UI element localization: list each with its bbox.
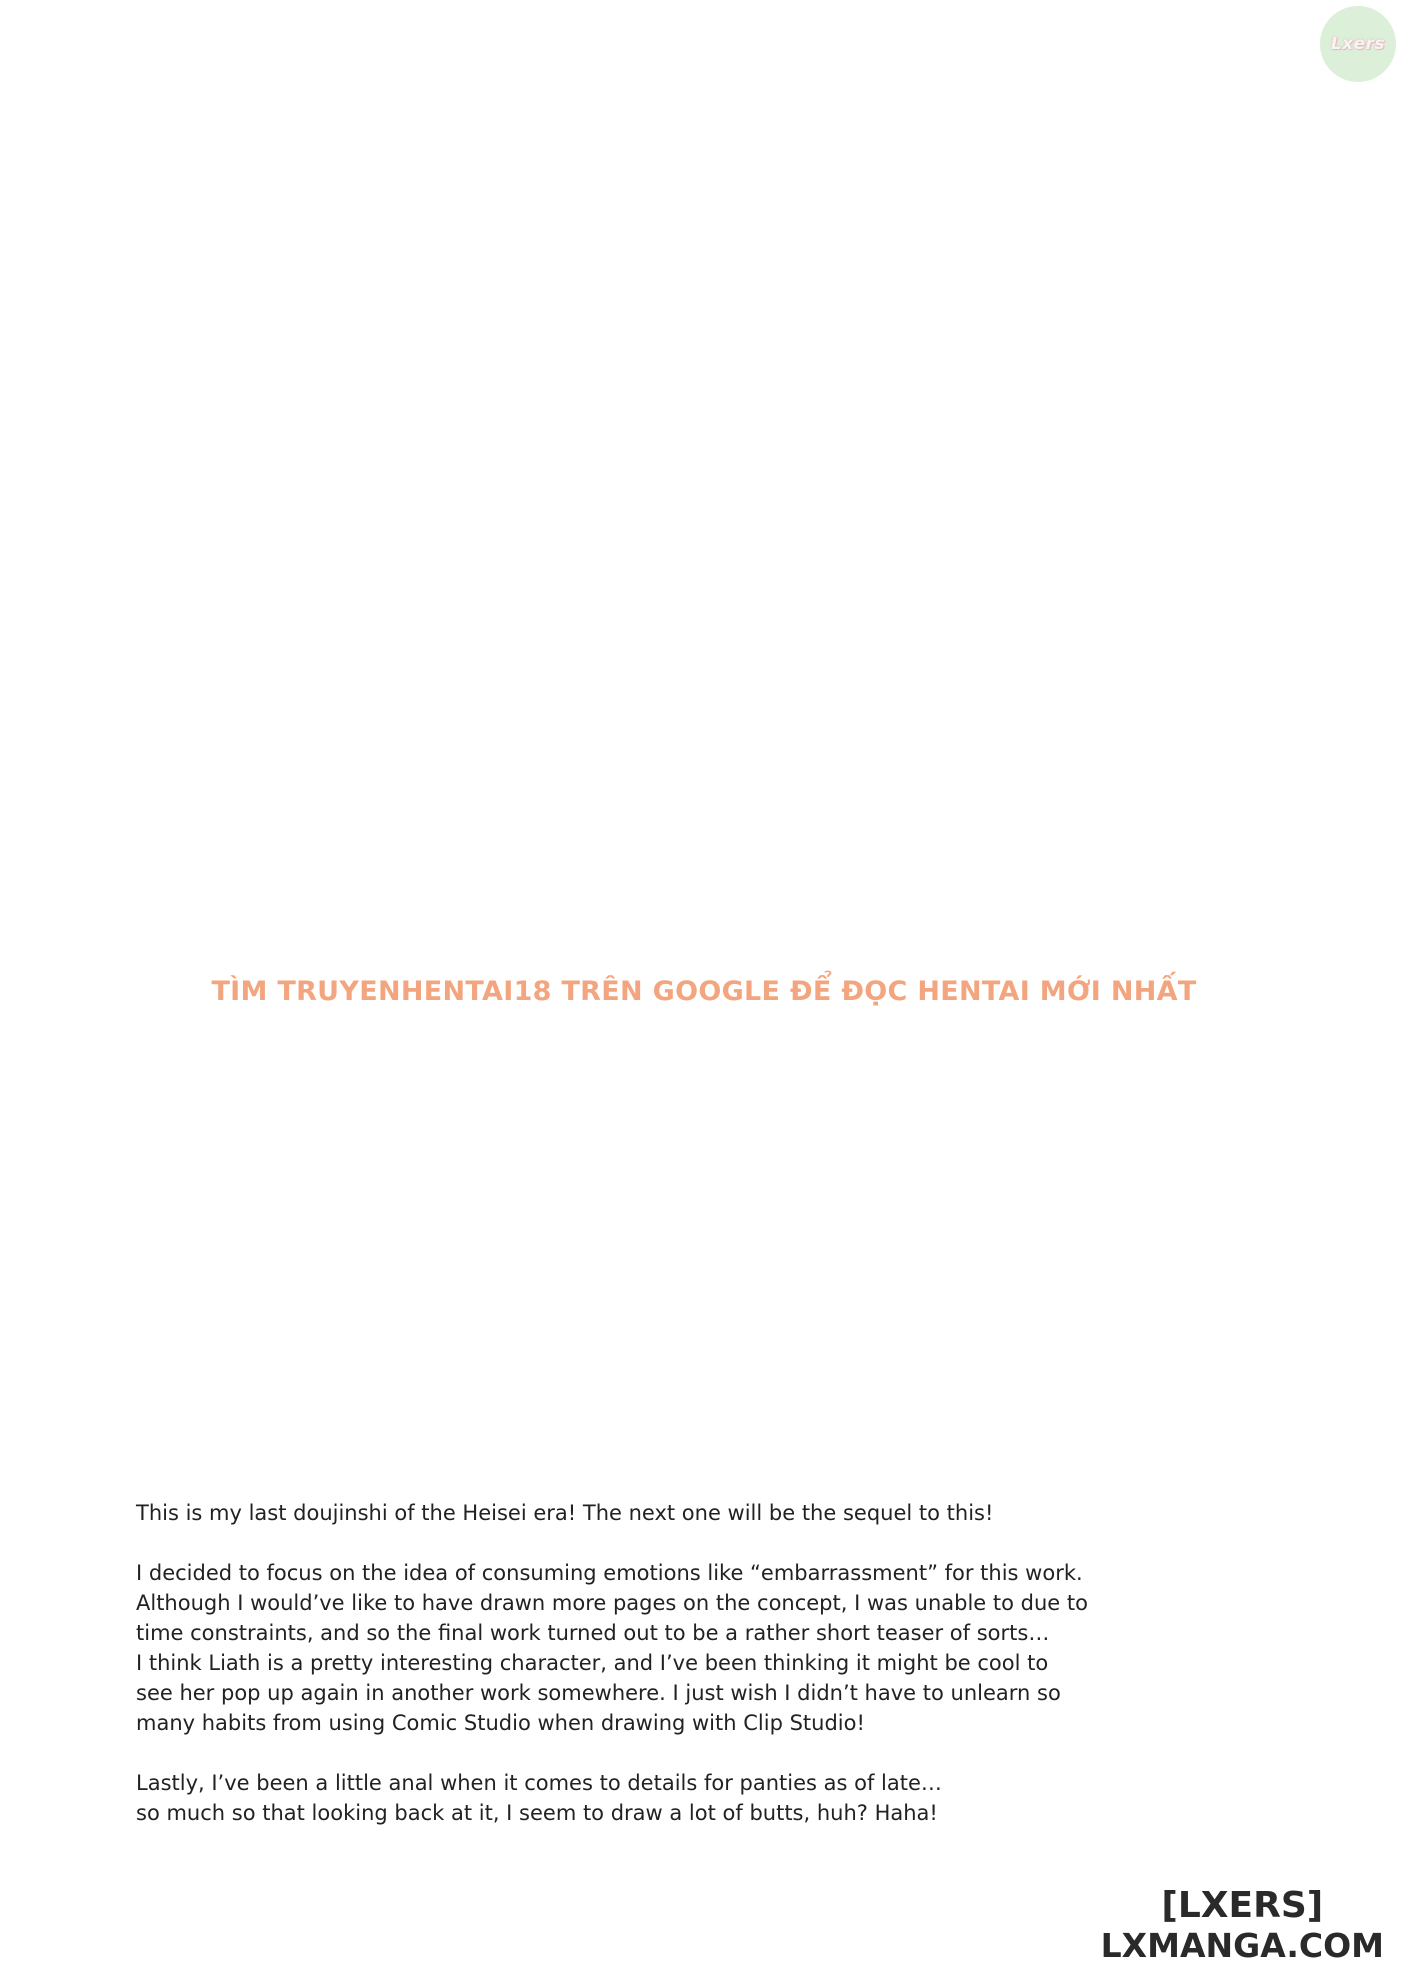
lxers-logo (1320, 6, 1396, 82)
brand-url: LXMANGA.COM (1100, 1926, 1384, 1965)
afterword-line: I think Liath is a pretty interesting character, and I’ve been thinking it might be cool to (136, 1651, 1049, 1675)
afterword-paragraph-1 (136, 1498, 1136, 1528)
afterword-line: many habits from using Comic Studio when drawing with Clip Studio! (136, 1711, 865, 1735)
brand-name: [LXERS] (1161, 1885, 1324, 1926)
afterword-line: Although I would’ve like to have drawn more pages on the concept, I was unable to due to (136, 1591, 1088, 1615)
afterword-paragraph-2 (136, 1558, 1136, 1738)
afterword-paragraph-3 (136, 1768, 1136, 1828)
afterword-line: see her pop up again in another work somewhere. I just wish I didn’t have to unlearn so (136, 1681, 1061, 1705)
afterword-line: I decided to focus on the idea of consuming emotions like “embarrassment” for this work. (136, 1561, 1083, 1585)
afterword-line: This is my last doujinshi of the Heisei era! The next one will be the sequel to this! (136, 1501, 994, 1525)
site-brand (1101, 1886, 1384, 1966)
afterword-line: Lastly, I’ve been a little anal when it comes to details for panties as of late… (136, 1771, 942, 1795)
afterword-text (136, 1498, 1136, 1858)
lxers-logo-text: Lxers (1330, 34, 1386, 54)
watermark-banner: TÌM TRUYENHENTAI18 TRÊN GOOGLE ĐỂ ĐỌC HENTAI MỚI NHẤT (211, 976, 1197, 1007)
afterword-line: so much so that looking back at it, I seem to draw a lot of butts, huh? Haha! (136, 1801, 938, 1825)
afterword-line: time constraints, and so the final work turned out to be a rather short teaser of sorts… (136, 1621, 1050, 1645)
